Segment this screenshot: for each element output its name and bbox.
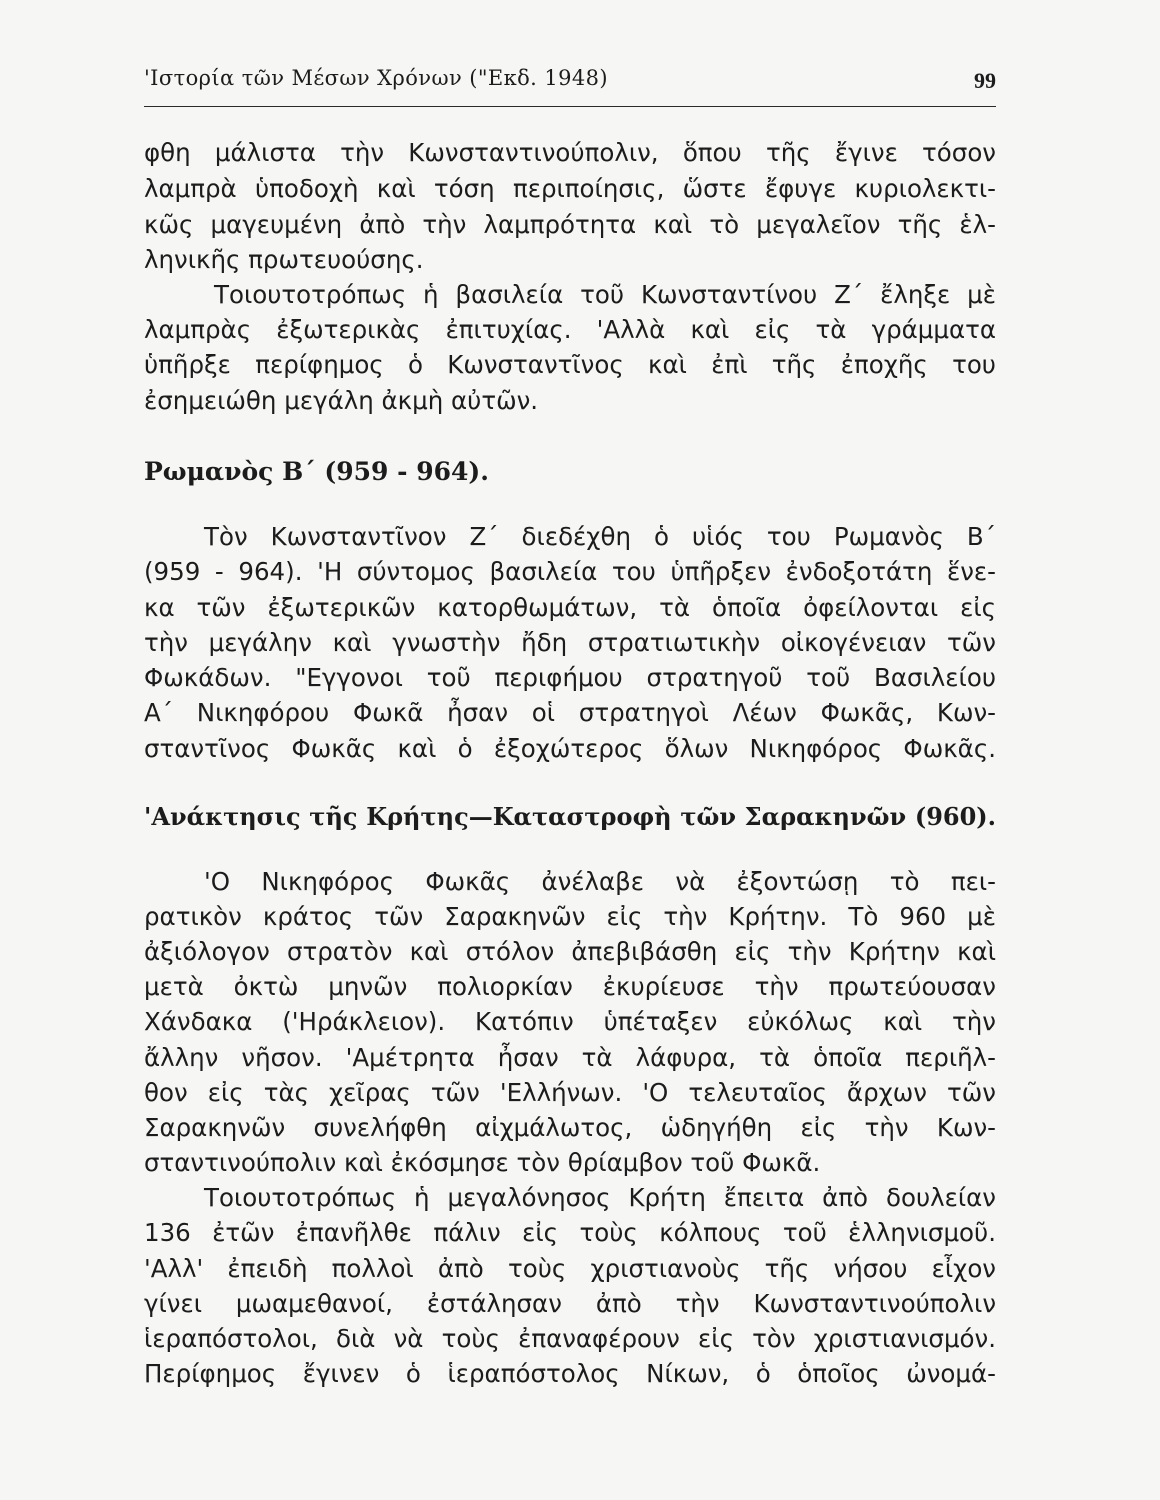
- section-heading-crete: 'Ανάκτησις τῆς Κρήτης—Καταστροφὴ τῶν Σαρακηνῶν (960).: [144, 802, 996, 831]
- text-line: ἐσημειώθη μεγάλη ἀκμὴ αὐτῶν.: [144, 386, 539, 415]
- text-line: ἀξιόλογον στρατὸν καὶ στόλον ἀπεβιβάσθη εἰς τὴν Κρήτην καὶ: [144, 937, 996, 966]
- text-line: σταντῖνος Φωκᾶς καὶ ὁ ἐξοχώτερος ὅλων Νικηφόρος Φωκᾶς.: [144, 734, 996, 763]
- text-line: κα τῶν ἐξωτερικῶν κατορθωμάτων, τὰ ὁποῖα ὀφείλονται εἰς: [144, 593, 996, 622]
- text-line: ἄλλην νῆσον. 'Αμέτρητα ἦσαν τὰ λάφυρα, τὰ ὁποῖα περιῆλ-: [144, 1043, 996, 1072]
- text-line: μετὰ ὀκτὼ μηνῶν πολιορκίαν ἐκυρίευσε τὴν πρωτεύουσαν: [144, 972, 996, 1001]
- text-line: ὑπῆρξε περίφημος ὁ Κωνσταντῖνος καὶ ἐπὶ τῆς ἐποχῆς του: [144, 350, 996, 379]
- page-number: 99: [974, 68, 996, 93]
- running-header: [144, 62, 996, 107]
- text-line: Τοιουτοτρόπως ἡ βασιλεία τοῦ Κωνσταντίνου Ζ΄ ἔληξε μὲ: [214, 280, 996, 309]
- text-line: 136 ἐτῶν ἐπανῆλθε πάλιν εἰς τοὺς κόλπους τοῦ ἑλληνισμοῦ.: [144, 1218, 996, 1247]
- text-line: Α΄ Νικηφόρου Φωκᾶ ἦσαν οἱ στρατηγοὶ Λέων Φωκᾶς, Κων-: [144, 698, 996, 727]
- text-line: κῶς μαγευμένη ἀπὸ τὴν λαμπρότητα καὶ τὸ μεγαλεῖον τῆς ἑλ-: [144, 210, 996, 239]
- section-heading-romanos: Ρωμανὸς Β΄ (959 - 964).: [144, 457, 489, 486]
- running-title: 'Ιστορία τῶν Μέσων Χρόνων ("Εκδ. 1948): [144, 66, 608, 90]
- text-line: ἱεραπόστολοι, διὰ νὰ τοὺς ἐπαναφέρουν εἰς τὸν χριστιανισμόν.: [144, 1324, 996, 1353]
- text-line: (959 - 964). 'Η σύντομος βασιλεία του ὑπῆρξεν ἐνδοξοτάτη ἕνε-: [144, 557, 996, 586]
- text-line: Περίφημος ἔγινεν ὁ ἱεραπόστολος Νίκων, ὁ ὁποῖος ὠνομά-: [144, 1359, 996, 1388]
- text-line: γίνει μωαμεθανοί, ἐστάλησαν ἀπὸ τὴν Κωνσταντινούπολιν: [144, 1289, 996, 1318]
- text-line: Τοιουτοτρόπως ἡ μεγαλόνησος Κρήτη ἔπειτα ἀπὸ δουλείαν: [204, 1183, 996, 1212]
- text-line: λαμπρὰ ὑποδοχὴ καὶ τόση περιποίησις, ὥστε ἔφυγε κυριολεκτι-: [144, 174, 996, 203]
- text-line: σταντινούπολιν καὶ ἐκόσμησε τὸν θρίαμβον τοῦ Φωκᾶ.: [144, 1148, 821, 1177]
- text-line: Σαρακηνῶν συνελήφθη αἰχμάλωτος, ὡδηγήθη εἰς τὴν Κων-: [144, 1113, 996, 1142]
- text-line: ρατικὸν κράτος τῶν Σαρακηνῶν εἰς τὴν Κρήτην. Τὸ 960 μὲ: [144, 902, 996, 931]
- text-line: θον εἰς τὰς χεῖρας τῶν 'Ελλήνων. 'Ο τελευταῖος ἄρχων τῶν: [144, 1078, 996, 1107]
- text-line: 'Αλλ' ἐπειδὴ πολλοὶ ἀπὸ τοὺς χριστιανοὺς τῆς νήσου εἶχον: [144, 1254, 996, 1283]
- text-line: φθη μάλιστα τὴν Κωνσταντινούπολιν, ὅπου τῆς ἔγινε τόσον: [144, 138, 996, 167]
- text-line: τὴν μεγάλην καὶ γνωστὴν ἤδη στρατιωτικὴν οἰκογένειαν τῶν: [144, 628, 996, 657]
- text-line: 'Ο Νικηφόρος Φωκᾶς ἀνέλαβε νὰ ἐξοντώσῃ τὸ πει-: [204, 867, 996, 896]
- text-line: λαμπρὰς ἐξωτερικὰς ἐπιτυχίας. 'Αλλὰ καὶ εἰς τὰ γράμματα: [144, 315, 996, 344]
- text-line: Τὸν Κωνσταντῖνον Ζ΄ διεδέχθη ὁ υἱός του Ρωμανὸς Β΄: [204, 522, 996, 551]
- text-line: Χάνδακα ('Ηράκλειον). Κατόπιν ὑπέταξεν εὐκόλως καὶ τὴν: [144, 1007, 996, 1036]
- text-line: Φωκάδων. "Εγγονοι τοῦ περιφήμου στρατηγοῦ τοῦ Βασιλείου: [144, 663, 996, 692]
- text-line: ληνικῆς πρωτευούσης.: [144, 245, 424, 274]
